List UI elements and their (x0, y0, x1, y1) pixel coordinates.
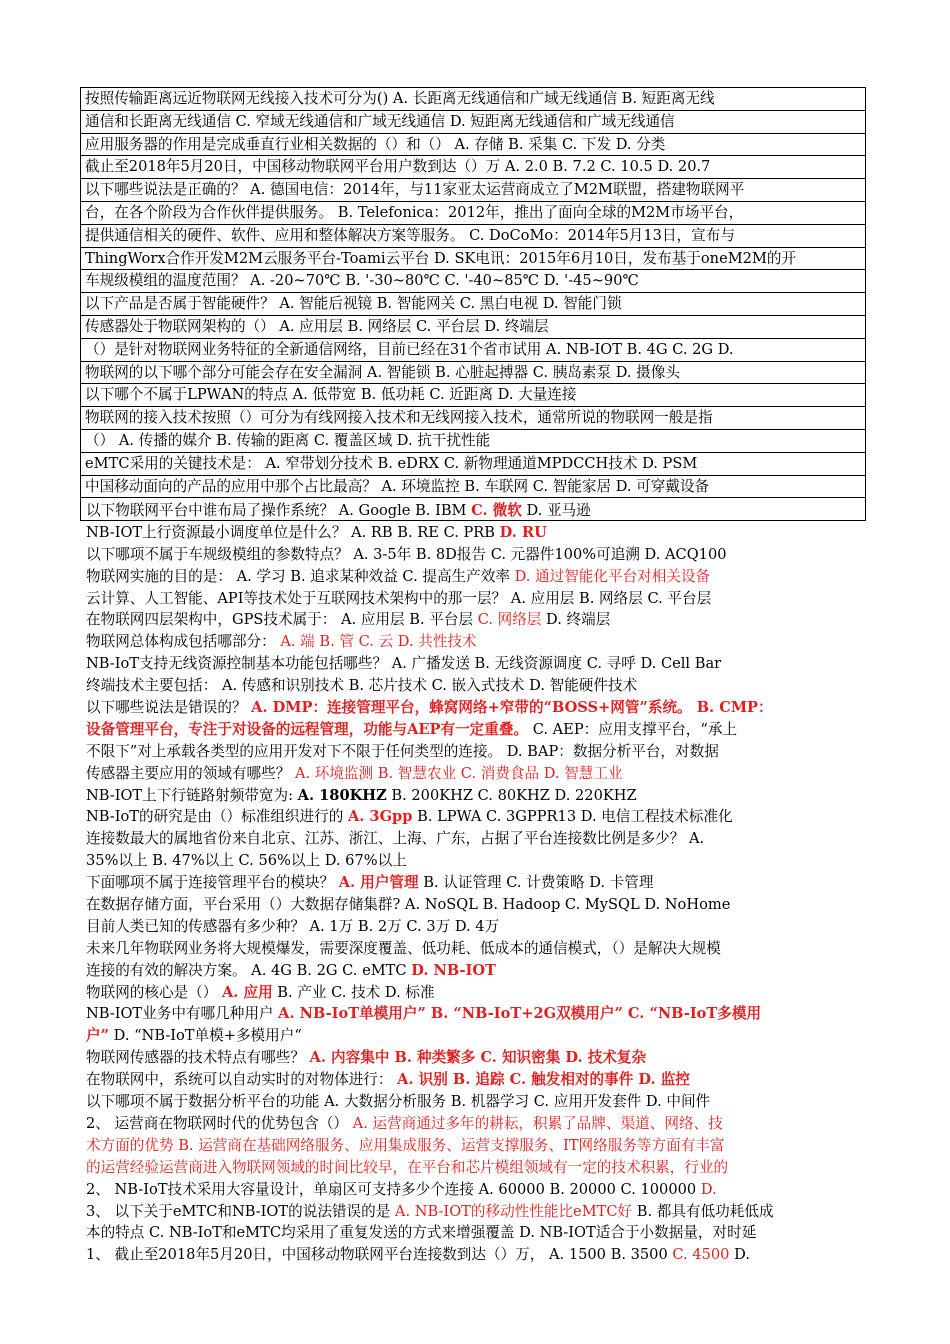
question-text: B. 产业 C. 技术 D. 标准 (272, 983, 435, 1001)
question-line (86, 828, 876, 850)
table-row: 通信和长距离无线通信 C. 窄域无线通信和广域无线通信 D. 短距离无线通信和广域无线通信 (81, 111, 865, 134)
answer-text: C. 微软 (471, 502, 522, 519)
question-text: 终端技术主要包括： A. 传感和识别技术 B. 芯片技术 C. 嵌入式技术 D. 智能硬件技术 (86, 677, 638, 695)
question-line (86, 1135, 876, 1157)
question-text: 下面哪项不属于连接管理平台的模块？ (86, 874, 339, 892)
question-line (86, 894, 876, 916)
question-line (86, 500, 876, 522)
question-line (86, 1244, 876, 1266)
answer-text: A. 用户管理 (338, 874, 419, 892)
question-line (86, 566, 876, 588)
question-line (86, 609, 876, 631)
question-text: 物联网实施的目的是： A. 学习 B. 追求某种效益 C. 提高生产效率 (86, 567, 515, 585)
question-text: 在数据存储方面，平台采用（）大数据存储集群? A. NoSQL B. Hadoop C. MySQL D. NoHome (86, 896, 731, 914)
answer-text: D. NB-IOT (411, 961, 496, 979)
answer-text: A. 180KHZ (297, 786, 387, 804)
question-line (86, 741, 876, 763)
question-text: 物联网传感器的技术特点有哪些？ (86, 1049, 310, 1067)
question-text: 2、 运营商在物联网时代的优势包含（） (86, 1114, 353, 1132)
question-text: B. LPWA C. 3GPPR13 D. 电信工程技术标准化 (412, 808, 733, 826)
question-text: 不限下”对上承载各类型的应用开发对下不限于任何类型的连接。 D. BAP：数据分析平台，对数据 (86, 742, 719, 760)
table-row: 物联网的接入技术按照（）可分为有线网接入技术和无线网接入技术，通常所说的物联网一般是指 (81, 407, 865, 430)
table-row: 以下哪些说法是正确的？ A. 德国电信：2014年，与11家亚太运营商成立了M2M联盟，搭建物联网平 (81, 179, 865, 202)
table-row: 传感器处于物联网架构的（） A. 应用层 B. 网络层 C. 平台层 D. 终端层 (81, 316, 865, 339)
question-line (86, 1025, 876, 1047)
answer-text: A. 运营商通过多年的耕耘，积累了品牌、渠道、网络、技 (352, 1114, 723, 1132)
table-row: 台，在各个阶段为合作伙伴提供服务。 B. Telefonica：2012年，推出了面向全球的M2M市场平台， (81, 202, 865, 225)
table-row: （）是针对物联网业务特征的全新通信网络，目前已经在31个省市试用 A. NB-IOT B. 4G C. 2G D. (81, 339, 865, 362)
answer-text: A. NB-IOT的移动性性能比eMTC好 (394, 1202, 633, 1220)
question-line (86, 588, 876, 610)
table-row: ThingWorx合作开发M2M云服务平台-Toami云平台 D. SK电讯：2015年6月10日，发布基于oneM2M的开 (81, 248, 865, 271)
answer-text: C. 4500 (672, 1246, 730, 1264)
question-text: 本的特点 C. NB-IoT和eMTC均采用了重复发送的方式来增强覆盖 D. NB-IOT适合于小数据量，对时延 (86, 1224, 757, 1242)
question-text: B. 认证管理 C. 计费策略 D. 卡管理 (418, 874, 654, 892)
answer-text: D. 通过智能化平台对相关设备 (514, 567, 711, 585)
question-text: 35%以上 B. 47%以上 C. 56%以上 D. 67%以上 (86, 852, 407, 870)
question-line (86, 1003, 876, 1025)
question-text: NB-IOT上行资源最小调度单位是什么？ A. RB B. RE C. PRB (86, 523, 500, 541)
question-text: B. 都具有低功耗低成 (632, 1202, 774, 1220)
table-row: 中国移动面向的产品的应用中那个占比最高？ A. 环境监控 B. 车联网 C. 智能家居 D. 可穿戴设备 (81, 476, 865, 499)
question-text: NB-IOT业务中有哪几种用户 (86, 1005, 279, 1023)
question-line (86, 675, 876, 697)
answer-text: A. 3Gpp (347, 808, 413, 826)
question-line (86, 1091, 876, 1113)
question-text: NB-IoT的研究是由（）标准组织进行的 (86, 808, 348, 826)
answer-text: 设备管理平台，专注于对设备的远程管理，功能与AEP有一定重叠。 (86, 720, 529, 738)
question-line (86, 938, 876, 960)
question-line (86, 653, 876, 675)
question-text: 以下哪项不属于车规级模组的参数特点？ A. 3-5年 B. 8D报告 C. 元器件100%可追溯 D. ACQ100 (86, 545, 727, 563)
table-row: 以下哪个不属于LPWAN的特点 A. 低带宽 B. 低功耗 C. 近距离 D. 大量连接 (81, 384, 865, 407)
answer-text: A. 内容集中 B. 种类繁多 C. 知识密集 D. 技术复杂 (309, 1049, 647, 1067)
question-line (86, 850, 876, 872)
question-line (86, 719, 876, 741)
answer-text: A. 端 B. 管 C. 云 D. 共性技术 (280, 633, 477, 651)
question-text: 传感器主要应用的领域有哪些？ (86, 764, 295, 782)
table-row: 车规级模组的温度范围？ A. -20~70℃ B. '-30~80℃ C. '-40~85℃ D. '-45~90℃ (81, 270, 865, 293)
question-table (80, 87, 866, 521)
answer-text: A. DMP：连接管理平台，蜂窝网络+窄带的“BOSS+网管”系统。 B. CMP： (251, 699, 773, 717)
question-text: 未来几年物联网业务将大规模爆发，需要深度覆盖、低功耗、低成本的通信模式，（）是解决大规模 (86, 939, 721, 957)
answer-text: A. NB-IoT单模用户” B. “NB-IoT+2G双模用户” C. “NB-IoT多模用 (278, 1005, 762, 1023)
question-text: D. (729, 1246, 750, 1264)
question-text: 以下物联网平台中谁布局了操作系统？ A. Google B. IBM (86, 502, 472, 519)
question-text: 物联网总体构成包括哪部分： (86, 633, 281, 651)
table-row: 截止至2018年5月20日，中国移动物联网平台用户数到达（）万 A. 2.0 B. 7.2 C. 10.5 D. 20.7 (81, 156, 865, 179)
question-line (86, 1201, 876, 1223)
table-row: 提供通信相关的硬件、软件、应用和整体解决方案等服务。 C. DoCoMo：2014年5月13日，宣布与 (81, 225, 865, 248)
question-text: B. 200KHZ C. 80KHZ D. 220KHZ (386, 786, 637, 804)
answer-text: 术方面的优势 B. 运营商在基础网络服务、应用集成服务、运营支撑服务、IT网络服务等方面有丰富 (86, 1136, 725, 1154)
question-line (86, 763, 876, 785)
question-text: 1、 截止至2018年5月20日，中国移动物联网平台连接数到达（）万， A. 1500 B. 3500 (86, 1246, 673, 1264)
answer-text: C. 网络层 (477, 611, 542, 629)
question-line (86, 806, 876, 828)
question-line (86, 1113, 876, 1135)
question-text: NB-IOT上下行链路射频带宽为: (86, 786, 298, 804)
table-row: （） A. 传播的媒介 B. 传输的距离 C. 覆盖区域 D. 抗干扰性能 (81, 430, 865, 453)
question-line (86, 916, 876, 938)
question-text: NB-IoT支持无线资源控制基本功能包括哪些？ A. 广播发送 B. 无线资源调度 C. 寻呼 D. Cell Bar (86, 655, 722, 673)
question-text: 以下哪些说法是错误的？ (86, 699, 252, 717)
table-row: eMTC采用的关键技术是： A. 窄带划分技术 B. eDRX C. 新物理通道MPDCCH技术 D. PSM (81, 453, 865, 476)
answer-text: D. RU (499, 523, 547, 541)
question-text: C. AEP：应用支撑平台，“承上 (528, 720, 738, 738)
question-line (86, 631, 876, 653)
answer-text: 户” (86, 1027, 109, 1045)
question-line (86, 1047, 876, 1069)
question-line (86, 1069, 876, 1091)
answer-text: D. (700, 1180, 717, 1198)
question-text: 云计算、人工智能、API等技术处于互联网技术架构中的那一层？ A. 应用层 B. 网络层 C. 平台层 (86, 589, 712, 607)
question-line (86, 697, 876, 719)
question-text: 以下哪项不属于数据分析平台的功能 A. 大数据分析服务 B. 机器学习 C. 应用开发套件 D. 中间件 (86, 1093, 711, 1111)
question-line (86, 522, 876, 544)
question-line (86, 1157, 876, 1179)
question-text: 目前人类已知的传感器有多少种？ A. 1万 B. 2万 C. 3万 D. 4万 (86, 917, 500, 935)
question-text: 在物联网中，系统可以自动实时的对物体进行： (86, 1071, 398, 1089)
question-text: D. 亚马逊 (521, 502, 591, 519)
table-row: 应用服务器的作用是完成垂直行业相关数据的（）和（） A. 存储 B. 采集 C. 下发 D. 分类 (81, 134, 865, 157)
table-row: 按照传输距离远近物联网无线接入技术可分为() A. 长距离无线通信和广域无线通信 B. 短距离无线 (81, 88, 865, 111)
question-line (86, 544, 876, 566)
answer-text: 的运营经验运营商进入物联网领域的时间比较早，在平台和芯片模组领域有一定的技术积累，行业的 (86, 1158, 729, 1176)
question-line (86, 982, 876, 1004)
question-text: D. 终端层 (541, 611, 611, 629)
question-text: 物联网的核心是（） (86, 983, 222, 1001)
question-line (86, 872, 876, 894)
question-text: D. “NB-IoT单模+多模用户“ (109, 1027, 302, 1045)
question-text: 连接数最大的属地省份来自北京、江苏、浙江、上海、广东，占据了平台连接数比例是多少？ A. (86, 830, 705, 848)
table-row: 以下产品是否属于智能硬件？ A. 智能后视镜 B. 智能网关 C. 黑白电视 D. 智能门锁 (81, 293, 865, 316)
answer-text: A. 应用 (221, 983, 273, 1001)
question-line (86, 1179, 876, 1201)
question-line (86, 960, 876, 982)
question-line (86, 1222, 876, 1244)
question-line (86, 785, 876, 807)
answer-text: A. 识别 B. 追踪 C. 触发相对的事件 D. 监控 (397, 1071, 690, 1089)
question-text: 连接的有效的解决方案。 A. 4G B. 2G C. eMTC (86, 961, 412, 979)
question-text: 3、 以下关于eMTC和NB-IOT的说法错误的是 (86, 1202, 395, 1220)
question-list (86, 500, 876, 1266)
question-text: 在物联网四层架构中，GPS技术属于： A. 应用层 B. 平台层 (86, 611, 478, 629)
question-text: 2、 NB-IoT技术采用大容量设计，单扇区可支持多少个连接 A. 60000 B. 20000 C. 100000 (86, 1180, 701, 1198)
table-row: 物联网的以下哪个部分可能会存在安全漏洞 A. 智能锁 B. 心脏起搏器 C. 胰岛素泵 D. 摄像头 (81, 362, 865, 385)
answer-text: A. 环境监测 B. 智慧农业 C. 消费食品 D. 智慧工业 (294, 764, 623, 782)
